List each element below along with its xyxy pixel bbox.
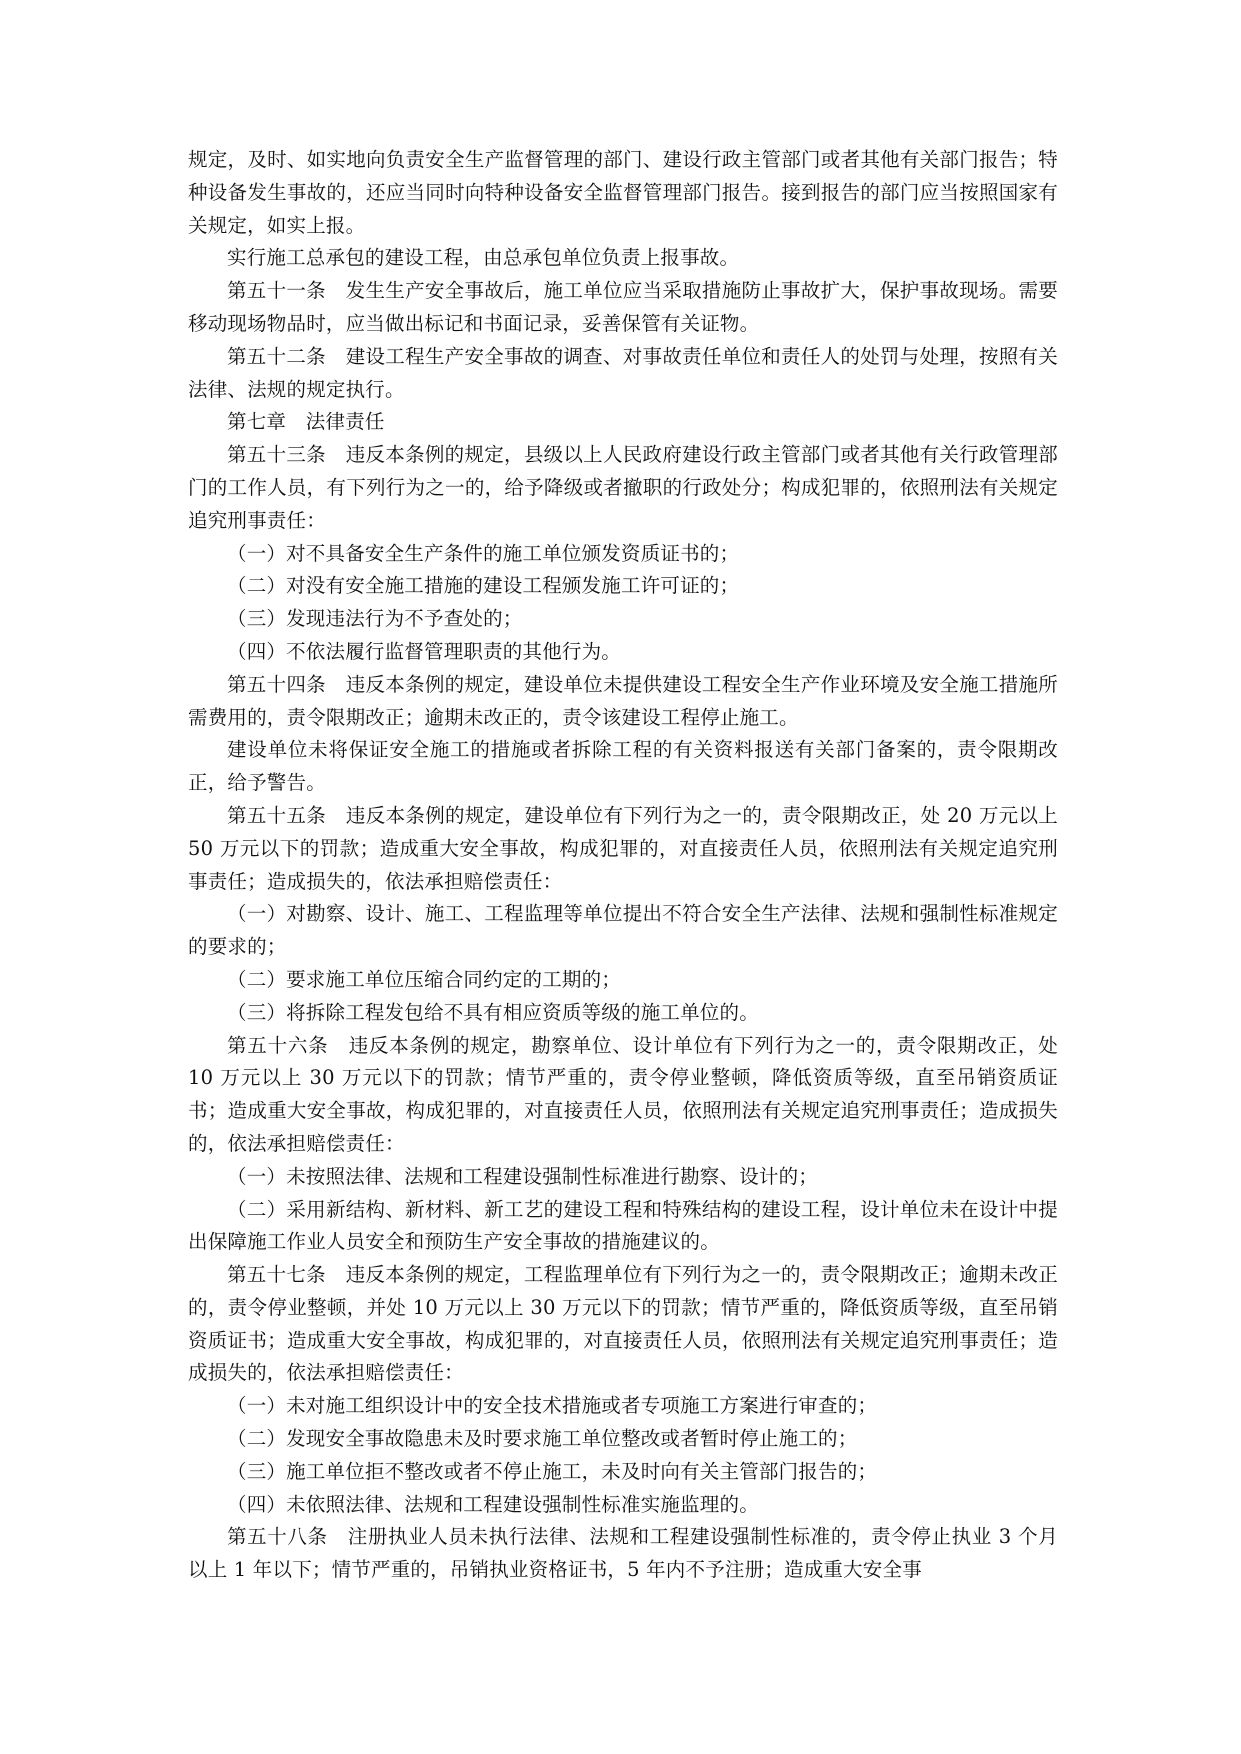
list-item: （三）发现违法行为不予查处的； (227, 607, 523, 631)
paragraph: 规定，及时、如实地向负责安全生产监督管理的部门、建设行政主管部门或者其他有关部门报告；特种设备发生事故的，还应当同时向特种设备安全监督管理部门报告。接到报告的部门应当按照国家有关规定，如实上报。 (188, 148, 1058, 237)
list-item: （三）施工单位拒不整改或者不停止施工，未及时向有关主管部门报告的； (227, 1459, 878, 1483)
article-paragraph: 第五十七条 违反本条例的规定，工程监理单位有下列行为之一的，责令限期改正；逾期未改正的，责令停业整顿，并处 10 万元以上 30 万元以下的罚款；情节严重的，降低资质等级，直至吊销资质证书；造成重大安全事故，构成犯罪的，对直接责任人员，依照刑法有关规定追究刑事责任；造成损失的，依法承担赔偿责任： (188, 1263, 1058, 1385)
list-item: （二）发现安全事故隐患未及时要求施工单位整改或者暂时停止施工的； (227, 1427, 858, 1451)
article-paragraph: 第五十一条 发生生产安全事故后，施工单位应当采取措施防止事故扩大，保护事故现场。需要移动现场物品时，应当做出标记和书面记录，妥善保管有关证物。 (188, 279, 1058, 335)
list-item: （三）将拆除工程发包给不具有相应资质等级的施工单位的。 (227, 1000, 759, 1024)
paragraph: 建设单位未将保证安全施工的措施或者拆除工程的有关资料报送有关部门备案的，责令限期改正，给予警告。 (188, 738, 1058, 795)
list-item: （四）未依照法律、法规和工程建设强制性标准实施监理的。 (227, 1492, 759, 1516)
article-paragraph: 第五十五条 违反本条例的规定，建设单位有下列行为之一的，责令限期改正，处 20 万元以上 50 万元以下的罚款；造成重大安全事故，构成犯罪的，对直接责任人员，依照刑法有关规定追究刑事责任；造成损失的，依法承担赔偿责任： (188, 803, 1058, 893)
list-item: （二）要求施工单位压缩合同约定的工期的； (227, 967, 622, 991)
paragraph: 实行施工总承包的建设工程，由总承包单位负责上报事故。 (227, 246, 740, 270)
document-body (188, 144, 1058, 1587)
list-item: （二）对没有安全施工措施的建设工程颁发施工许可证的； (227, 574, 740, 598)
list-item: （一）对不具备安全生产条件的施工单位颁发资质证书的； (227, 541, 740, 565)
article-paragraph: 第五十六条 违反本条例的规定，勘察单位、设计单位有下列行为之一的，责令限期改正，处 10 万元以上 30 万元以下的罚款；情节严重的，责令停业整顿，降低资质等级，直至吊销资质证书；造成重大安全事故，构成犯罪的，对直接责任人员，依照刑法有关规定追究刑事责任；造成损失的，依法承担赔偿责任： (188, 1033, 1059, 1155)
list-item: （一）未对施工组织设计中的安全技术措施或者专项施工方案进行审查的； (227, 1394, 878, 1418)
list-item: （一）对勘察、设计、施工、工程监理等单位提出不符合安全生产法律、法规和强制性标准规定的要求的； (188, 902, 1058, 959)
list-item: （一）未按照法律、法规和工程建设强制性标准进行勘察、设计的； (227, 1164, 819, 1188)
article-paragraph: 第五十三条 违反本条例的规定，县级以上人民政府建设行政主管部门或者其他有关行政管理部门的工作人员，有下列行为之一的，给予降级或者撤职的行政处分；构成犯罪的，依照刑法有关规定追究刑事责任： (188, 443, 1058, 532)
chapter-heading: 第七章 法律责任 (227, 410, 385, 434)
list-item: （四）不依法履行监督管理职责的其他行为。 (227, 639, 622, 663)
article-paragraph: 第五十四条 违反本条例的规定，建设单位未提供建设工程安全生产作业环境及安全施工措施所需费用的，责令限期改正；逾期未改正的，责令该建设工程停止施工。 (188, 672, 1058, 729)
article-paragraph: 第五十二条 建设工程生产安全事故的调查、对事故责任单位和责任人的处罚与处理，按照有关法律、法规的规定执行。 (188, 344, 1058, 401)
article-paragraph: 第五十八条 注册执业人员未执行法律、法规和工程建设强制性标准的，责令停止执业 3 个月以上 1 年以下；情节严重的，吊销执业资格证书，5 年内不予注册；造成重大安全事 (188, 1525, 1058, 1582)
list-item: （二）采用新结构、新材料、新工艺的建设工程和特殊结构的建设工程，设计单位未在设计中提出保障施工作业人员安全和预防生产安全事故的措施建议的。 (188, 1197, 1058, 1254)
